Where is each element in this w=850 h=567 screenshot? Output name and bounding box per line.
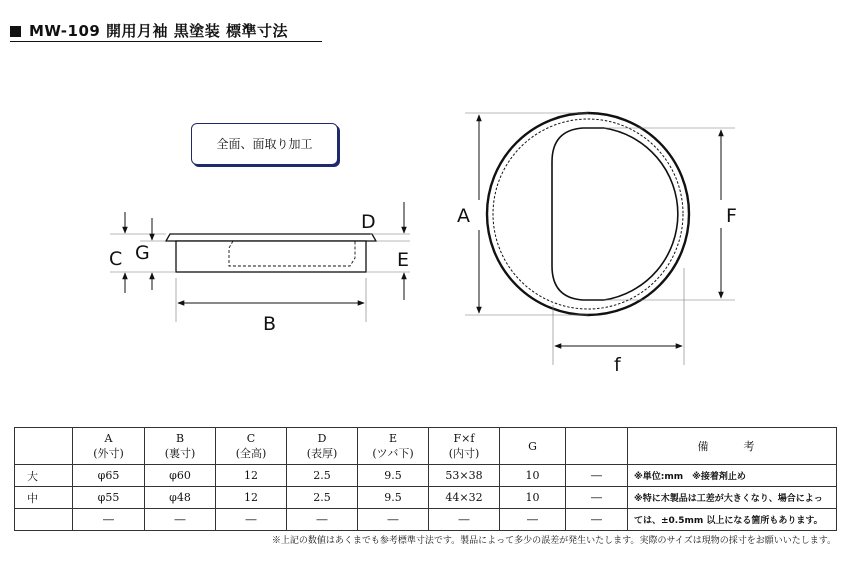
cell-c: 12 — [216, 487, 287, 509]
side-view-flange — [166, 234, 376, 241]
cell-a: φ55 — [73, 487, 145, 509]
cell-g: ― — [500, 509, 566, 531]
header-remarks: 備 考 — [628, 428, 837, 465]
dim-label-f-major: F — [726, 205, 737, 227]
header-blank — [15, 428, 73, 465]
dim-label-g: G — [135, 242, 150, 264]
cell-fxf: 53×38 — [429, 465, 500, 487]
spec-table — [14, 427, 837, 531]
cell-extra: ― — [566, 487, 628, 509]
header-fxf: F×f (内寸) — [429, 428, 500, 465]
cell-c: ― — [216, 509, 287, 531]
dim-label-f-minor: f — [614, 354, 621, 376]
header-g: G — [500, 428, 566, 465]
footnote: ※上記の数値はあくまでも参考標準寸法です。製品によって多少の誤差が発生いたします。実際のサイズは現物の採寸をお願いいたします。 — [271, 536, 836, 546]
cell-e: 9.5 — [358, 465, 429, 487]
dim-label-a: A — [457, 205, 470, 227]
side-view — [166, 234, 376, 272]
table-row — [15, 487, 837, 509]
cell-e: 9.5 — [358, 487, 429, 509]
cell-e: ― — [358, 509, 429, 531]
table-row — [15, 509, 837, 531]
dim-label-b: B — [263, 313, 277, 335]
cell-size — [15, 509, 73, 531]
header-e: E (ツバ下) — [358, 428, 429, 465]
cell-a: φ65 — [73, 465, 145, 487]
cell-fxf: 44×32 — [429, 487, 500, 509]
cell-fxf: ― — [429, 509, 500, 531]
dim-label-c: C — [109, 248, 123, 270]
header-c: C (全高) — [216, 428, 287, 465]
title-text: MW-109 開用月袖 黒塗装 標準寸法 — [29, 22, 289, 40]
cell-remark: ては、±0.5mm 以上になる箇所もあります。 — [628, 509, 837, 531]
cell-size: 中 — [15, 487, 73, 509]
cell-b: φ48 — [145, 487, 216, 509]
cell-b: ― — [145, 509, 216, 531]
cell-d: ― — [287, 509, 358, 531]
cell-remark: ※単位:mm ※接着剤止め — [628, 465, 837, 487]
cell-remark: ※特に木製品は工差が大きくなり、場合によっ — [628, 487, 837, 509]
header-a: A (外寸) — [73, 428, 145, 465]
header-extra — [566, 428, 628, 465]
spec-table-header-row — [15, 428, 837, 465]
processing-note-box: 全面、面取り加工 — [191, 123, 338, 165]
cell-d: 2.5 — [287, 487, 358, 509]
cell-g: 10 — [500, 465, 566, 487]
cell-b: φ60 — [145, 465, 216, 487]
cell-g: 10 — [500, 487, 566, 509]
cell-extra: ― — [566, 465, 628, 487]
table-row — [15, 465, 837, 487]
dim-label-d: D — [361, 211, 376, 233]
cell-size: 大 — [15, 465, 73, 487]
cell-a: ― — [73, 509, 145, 531]
dim-label-e: E — [397, 249, 410, 271]
header-b: B (裏寸) — [145, 428, 216, 465]
side-view-body — [176, 241, 366, 272]
top-view — [487, 113, 689, 315]
cell-extra: ― — [566, 509, 628, 531]
cell-c: 12 — [216, 465, 287, 487]
header-d: D (表厚) — [287, 428, 358, 465]
cell-d: 2.5 — [287, 465, 358, 487]
